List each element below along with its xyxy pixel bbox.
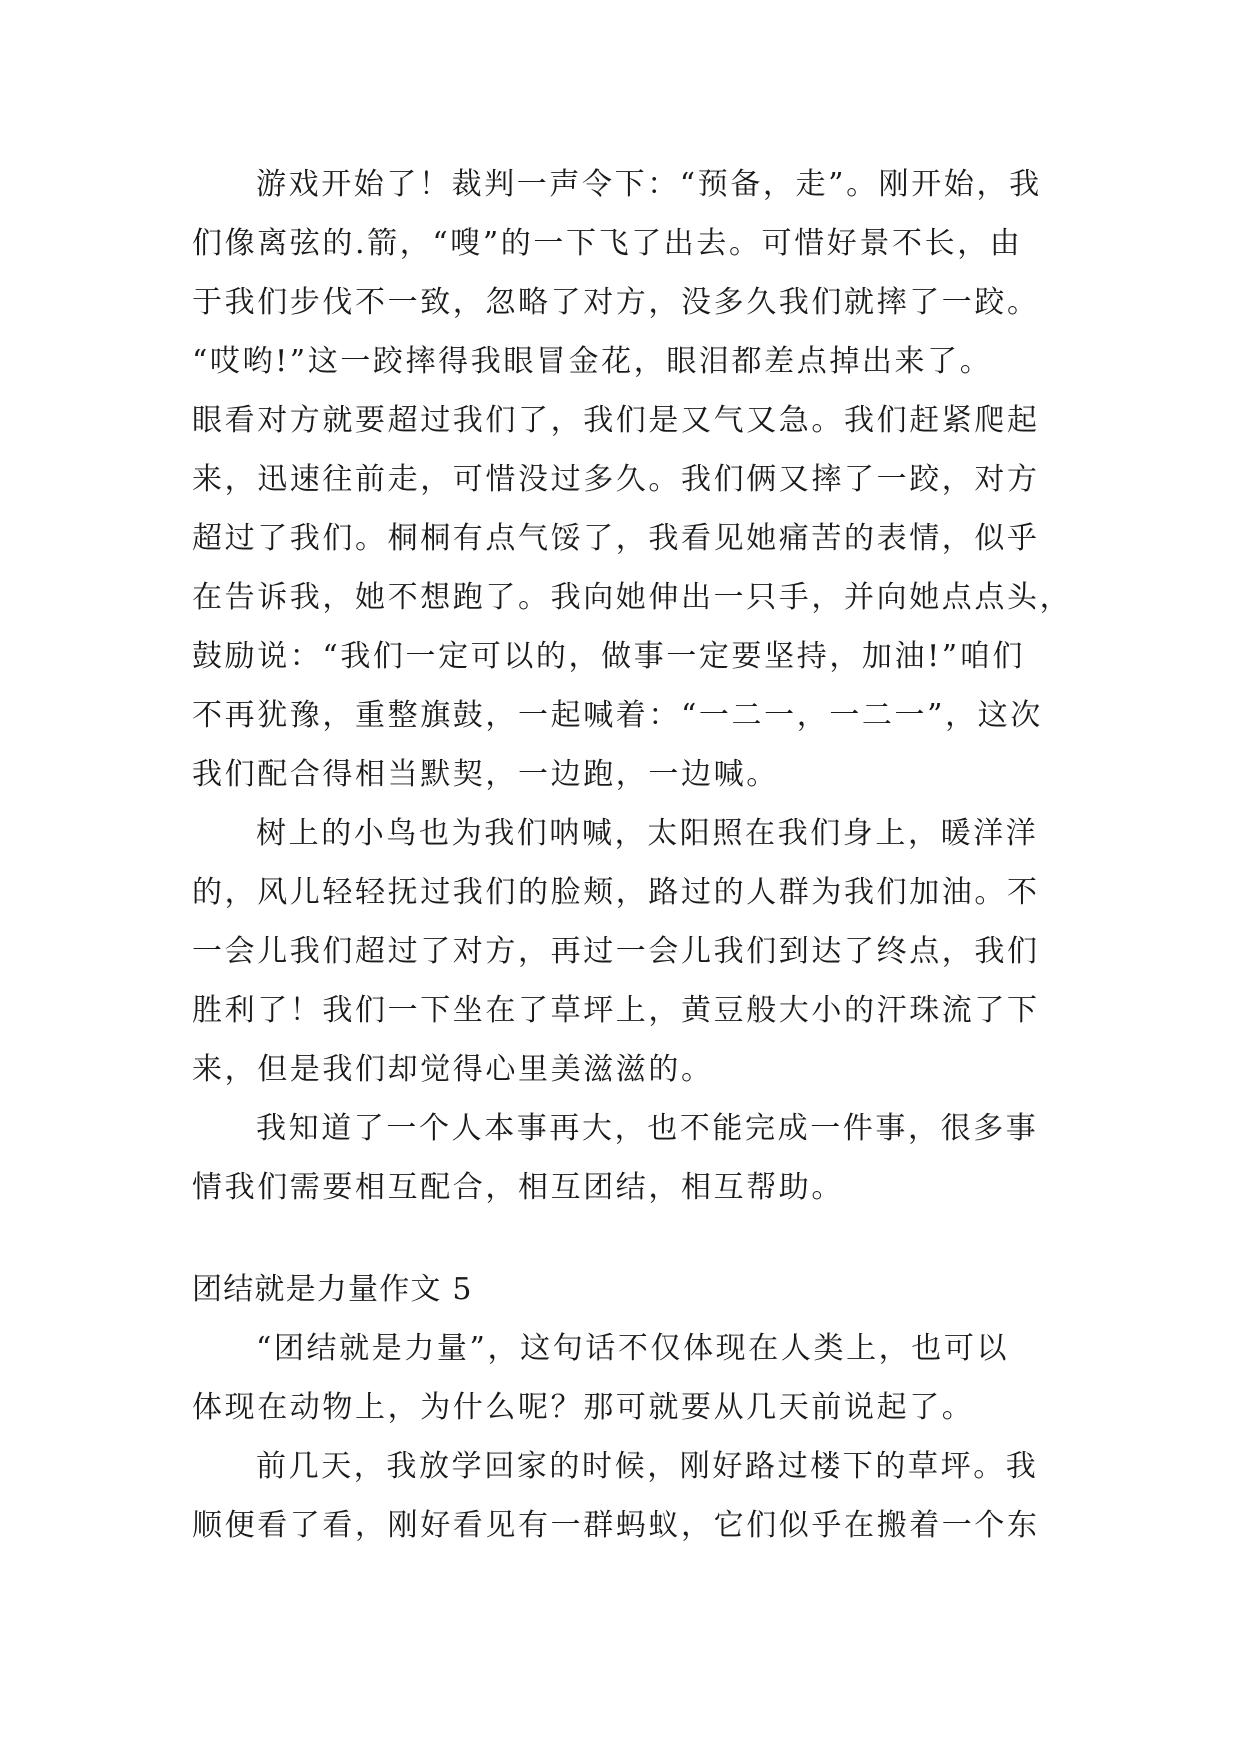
section-heading: 团结就是力量作文 5 xyxy=(192,1272,473,1307)
paragraph-line: 的，风儿轻轻抚过我们的脸颊，路过的人群为我们加油。不 xyxy=(192,875,1040,910)
paragraph-line: 超过了我们。桐桐有点气馁了，我看见她痛苦的表情，似乎 xyxy=(192,521,1040,556)
paragraph-line: 来，但是我们却觉得心里美滋滋的。 xyxy=(192,1052,714,1087)
paragraph-line: 在告诉我，她不想跑了。我向她伸出一只手，并向她点点头， xyxy=(192,580,1073,615)
paragraph-line: 胜利了！我们一下坐在了草坪上，黄豆般大小的汗珠流了下 xyxy=(192,993,1040,1028)
paragraph-line: 情我们需要相互配合，相互团结，相互帮助。 xyxy=(192,1170,844,1205)
paragraph-line: 们像离弦的.箭，“嗖”的一下飞了出去。可惜好景不长，由 xyxy=(192,226,1023,261)
paragraph-line: 鼓励说：“我们一定可以的，做事一定要坚持，加油!”咱们 xyxy=(192,639,1025,674)
paragraph-line: 来，迅速往前走，可惜没过多久。我们俩又摔了一跤，对方 xyxy=(192,462,1040,497)
paragraph-line: 于我们步伐不一致，忽略了对方，没多久我们就摔了一跤。 xyxy=(192,285,1040,320)
paragraph-line: 眼看对方就要超过我们了，我们是又气又急。我们赶紧爬起 xyxy=(192,403,1040,438)
paragraph-line: 我们配合得相当默契，一边跑，一边喊。 xyxy=(192,757,779,792)
paragraph-line: 游戏开始了！裁判一声令下：“预备，走”。刚开始，我 xyxy=(256,167,1042,202)
paragraph-line: 前几天，我放学回家的时候，刚好路过楼下的草坪。我 xyxy=(256,1449,1039,1484)
paragraph-line: 体现在动物上，为什么呢？那可就要从几天前说起了。 xyxy=(192,1390,975,1425)
paragraph-line: 一会儿我们超过了对方，再过一会儿我们到达了终点，我们 xyxy=(192,934,1040,969)
paragraph-line: 顺便看了看，刚好看见有一群蚂蚁，它们似乎在搬着一个东 xyxy=(192,1508,1040,1543)
paragraph-line: 树上的小鸟也为我们呐喊，太阳照在我们身上，暖洋洋 xyxy=(256,816,1039,851)
paragraph-line: “团结就是力量”，这句话不仅体现在人类上，也可以 xyxy=(256,1331,1010,1366)
paragraph-line: 不再犹豫，重整旗鼓，一起喊着：“一二一，一二一”，这次 xyxy=(192,698,1043,733)
paragraph-line: “哎哟!”这一跤摔得我眼冒金花，眼泪都差点掉出来了。 xyxy=(192,344,993,379)
paragraph-line: 我知道了一个人本事再大，也不能完成一件事，很多事 xyxy=(256,1111,1039,1146)
